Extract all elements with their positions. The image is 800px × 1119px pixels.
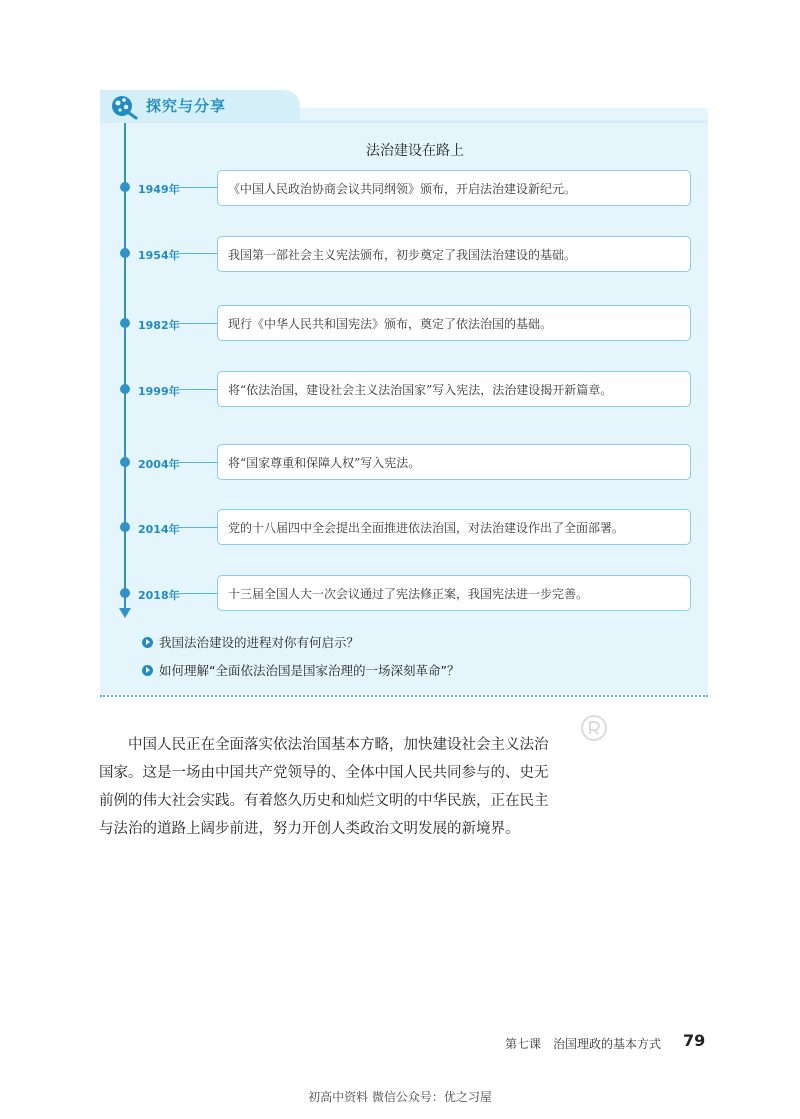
credit-line: 初高中资料 微信公众号：优之习屋 <box>308 1090 492 1104</box>
timeline-axis <box>124 123 126 609</box>
timeline-connector <box>178 187 218 188</box>
question-text: 如何理解“全面依法治国是国家治理的一场深刻革命”？ <box>159 663 460 678</box>
timeline-event-text: 党的十八届四中全会提出全面推进依法治国，对法治建设作出了全面部署。 <box>228 520 625 535</box>
timeline-event-text: 《中国人民政治协商会议共同纲领》颁布，开启法治建设新纪元。 <box>228 181 577 196</box>
page-number: 79 <box>683 1031 706 1050</box>
timeline-year: 1949年 <box>138 183 180 196</box>
timeline-dot <box>120 384 130 394</box>
timeline-connector <box>178 389 218 390</box>
timeline-event-box <box>217 509 691 545</box>
timeline-year: 1999年 <box>138 385 180 398</box>
timeline-year: 1954年 <box>138 249 180 262</box>
timeline-event-text: 将“依法治国，建设社会主义法治国家”写入宪法，法治建设揭开新篇章。 <box>228 382 613 397</box>
timeline-year: 2004年 <box>138 458 180 471</box>
timeline-dot <box>120 182 130 192</box>
timeline-dot <box>120 588 130 598</box>
question-text: 我国法治建设的进程对你有何启示？ <box>159 635 360 650</box>
panel-dotted-border <box>100 695 708 697</box>
timeline-event-text: 十三届全国人大一次会议通过了宪法修正案，我国宪法进一步完善。 <box>228 586 589 601</box>
play-bullet-icon <box>142 665 153 676</box>
timeline-event-box <box>217 170 691 206</box>
panel-header-strip <box>100 120 708 123</box>
timeline-dot <box>120 522 130 532</box>
timeline-connector <box>178 527 218 528</box>
registered-mark-icon <box>580 714 608 742</box>
timeline-year: 2014年 <box>138 523 180 536</box>
timeline-arrow-icon <box>119 608 131 618</box>
body-paragraph: 中国人民正在全面落实依法治国基本方略，加快建设社会主义法治国家。这是一场由中国共产党领导的、全体中国人民共同参与的、史无前例的伟大社会实践。有着悠久历史和灿烂文明的中华民族，正在民主与法治的道路上阔步前进，努力开创人类政治文明发展的新境界。 <box>99 737 549 837</box>
timeline-dot <box>120 318 130 328</box>
play-bullet-icon <box>142 637 153 648</box>
timeline-connector <box>178 323 218 324</box>
timeline-connector <box>178 462 218 463</box>
timeline-title: 法治建设在路上 <box>366 143 464 159</box>
discussion-question <box>142 661 459 679</box>
panel-header-title: 探究与分享 <box>146 97 227 115</box>
timeline-event-box <box>217 305 691 341</box>
timeline-dot <box>120 248 130 258</box>
timeline-year: 2018年 <box>138 589 180 602</box>
discussion-question <box>142 633 359 651</box>
timeline-event-text: 将“国家尊重和保障人权”写入宪法。 <box>228 455 421 470</box>
timeline-event-text: 我国第一部社会主义宪法颁布，初步奠定了我国法治建设的基础。 <box>228 247 577 262</box>
timeline-year: 1982年 <box>138 319 180 332</box>
timeline-event-text: 现行《中华人民共和国宪法》颁布，奠定了依法治国的基础。 <box>228 316 553 331</box>
timeline-event-box <box>217 575 691 611</box>
chapter-title: 第七课 治国理政的基本方式 <box>505 1037 662 1051</box>
magnifier-globe-icon <box>110 92 138 120</box>
timeline-event-box <box>217 371 691 407</box>
timeline-event-box <box>217 236 691 272</box>
timeline-connector <box>178 593 218 594</box>
timeline-dot <box>120 457 130 467</box>
timeline-connector <box>178 253 218 254</box>
timeline-event-box <box>217 444 691 480</box>
